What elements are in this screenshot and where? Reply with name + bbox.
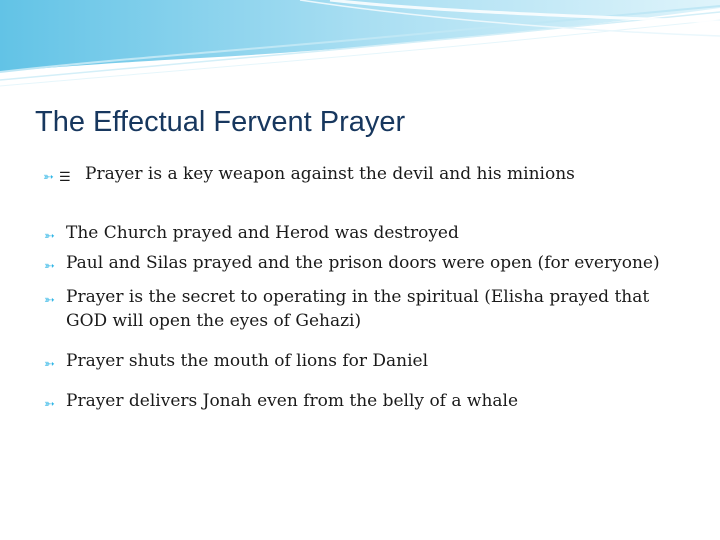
list-item: [44, 221, 684, 245]
bullet-list: [44, 162, 684, 413]
list-item: [43, 162, 683, 186]
swoosh-bullet-icon: ➳: [44, 229, 55, 244]
list-item: [44, 389, 684, 413]
bullet-text: The Church prayed and Herod was destroyed: [66, 223, 459, 243]
swoosh-bullet-icon: ➳: [43, 170, 54, 185]
bullet-text: Paul and Silas prayed and the prison doors were open (for everyone): [66, 253, 660, 273]
list-item: [44, 349, 684, 373]
header-wave-banner: [0, 0, 720, 110]
bullet-text: Prayer is a key weapon against the devil and his minions: [85, 164, 575, 184]
list-item: [44, 251, 684, 275]
slide-title: The Effectual Fervent Prayer: [35, 106, 406, 138]
swoosh-bullet-icon: ➳: [44, 259, 55, 274]
list-item: [44, 285, 666, 333]
bullet-text: Prayer delivers Jonah even from the belly of a whale: [66, 391, 519, 411]
bullet-text: Prayer is the secret to operating in the spiritual (Elisha prayed that GOD will open the eyes of Gehazi): [66, 287, 650, 331]
swoosh-bullet-icon: ➳: [44, 293, 55, 308]
swoosh-bullet-icon: ➳: [44, 397, 55, 412]
swoosh-bullet-icon: ➳: [44, 357, 55, 372]
e-glyph-icon: ☰: [59, 170, 71, 185]
bullet-text: Prayer shuts the mouth of lions for Daniel: [66, 351, 429, 371]
